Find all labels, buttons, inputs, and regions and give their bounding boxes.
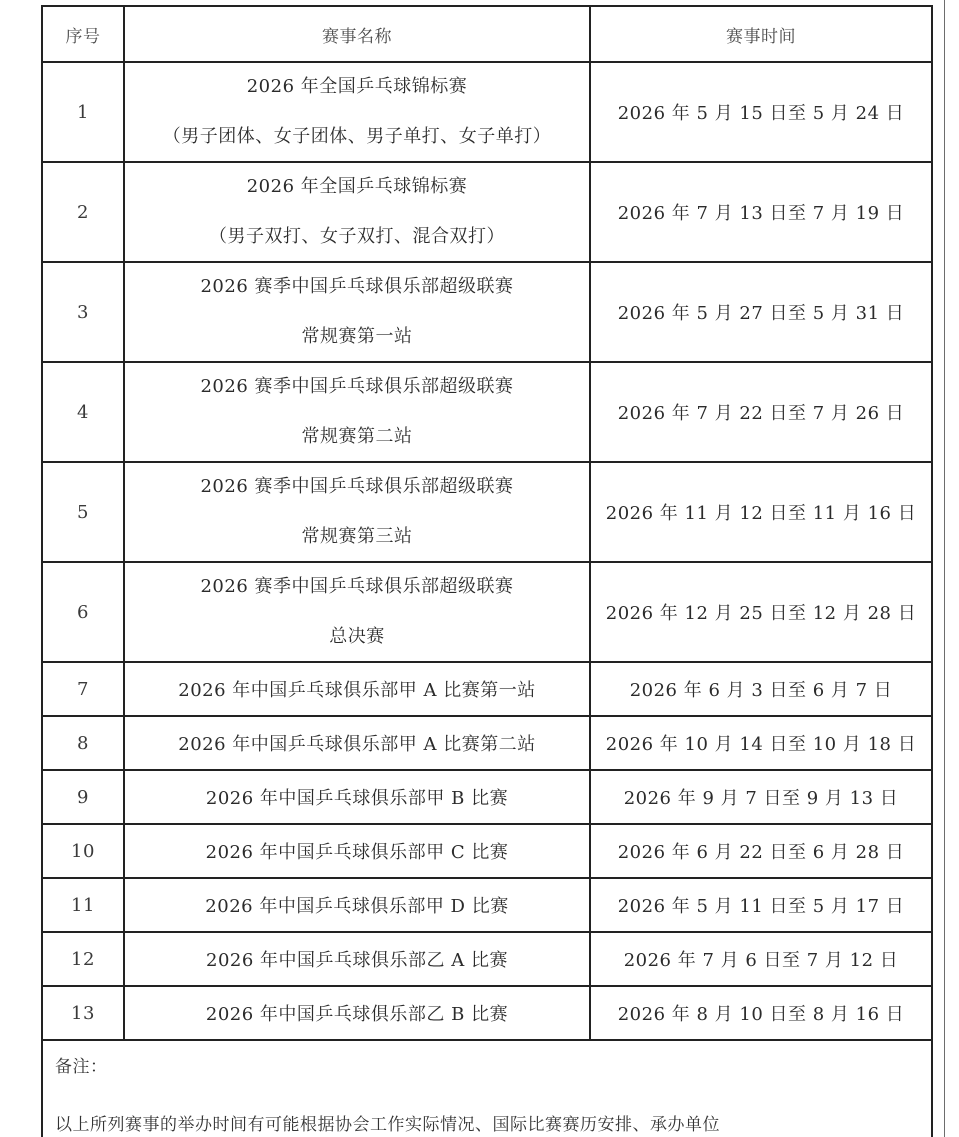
row-seq: 4 <box>42 362 124 462</box>
row-seq: 1 <box>42 62 124 162</box>
row-event-time: 2026 年 7 月 13 日至 7 月 19 日 <box>590 162 932 262</box>
row-event-time: 2026 年 9 月 7 日至 9 月 13 日 <box>590 770 932 824</box>
row-seq: 5 <box>42 462 124 562</box>
table-row <box>42 562 932 662</box>
table-row <box>42 662 932 716</box>
event-name-line: 2026 赛季中国乒乓球俱乐部超级联赛 <box>200 576 514 597</box>
row-event-time: 2026 年 6 月 22 日至 6 月 28 日 <box>590 824 932 878</box>
row-seq: 2 <box>42 162 124 262</box>
event-name-line: 常规赛第二站 <box>301 426 413 447</box>
event-name-line: 总决赛 <box>329 626 385 647</box>
row-event-name <box>124 62 590 162</box>
row-seq: 3 <box>42 262 124 362</box>
remark-label: 备注： <box>55 1057 108 1077</box>
event-name-line: 常规赛第三站 <box>301 526 413 547</box>
row-seq: 8 <box>42 716 124 770</box>
remark-row <box>42 1040 932 1137</box>
row-event-time: 2026 年 10 月 14 日至 10 月 18 日 <box>590 716 932 770</box>
row-event-time: 2026 年 11 月 12 日至 11 月 16 日 <box>590 462 932 562</box>
event-name-line: （男子团体、女子团体、男子单打、女子单打） <box>162 126 552 147</box>
table-row <box>42 716 932 770</box>
remark-cell <box>42 1040 932 1137</box>
table-row <box>42 770 932 824</box>
row-event-name: 2026 年中国乒乓球俱乐部甲 B 比赛 <box>124 770 590 824</box>
row-seq: 10 <box>42 824 124 878</box>
event-name-line: 常规赛第一站 <box>301 326 413 347</box>
header-event-name: 赛事名称 <box>124 6 590 62</box>
table-row <box>42 62 932 162</box>
row-seq: 12 <box>42 932 124 986</box>
row-event-time: 2026 年 8 月 10 日至 8 月 16 日 <box>590 986 932 1040</box>
row-seq: 9 <box>42 770 124 824</box>
row-event-name: 2026 年中国乒乓球俱乐部甲 A 比赛第二站 <box>124 716 590 770</box>
row-seq: 13 <box>42 986 124 1040</box>
row-event-name <box>124 362 590 462</box>
row-event-time: 2026 年 5 月 27 日至 5 月 31 日 <box>590 262 932 362</box>
row-event-time: 2026 年 7 月 6 日至 7 月 12 日 <box>590 932 932 986</box>
event-name-line: 2026 年全国乒乓球锦标赛 <box>246 76 468 97</box>
row-event-time: 2026 年 5 月 15 日至 5 月 24 日 <box>590 62 932 162</box>
row-event-name: 2026 年中国乒乓球俱乐部乙 A 比赛 <box>124 932 590 986</box>
row-event-time: 2026 年 7 月 22 日至 7 月 26 日 <box>590 362 932 462</box>
header-event-time: 赛事时间 <box>590 6 932 62</box>
row-event-time: 2026 年 6 月 3 日至 6 月 7 日 <box>590 662 932 716</box>
remark-text: 以上所列赛事的举办时间有可能根据协会工作实际情况、国际比赛赛历安排、承办单位 <box>55 1115 720 1135</box>
row-seq: 6 <box>42 562 124 662</box>
event-name-line: 2026 赛季中国乒乓球俱乐部超级联赛 <box>200 476 514 497</box>
table-row <box>42 878 932 932</box>
event-schedule-table <box>41 5 933 1137</box>
event-name-line: 2026 年全国乒乓球锦标赛 <box>246 176 468 197</box>
row-event-name <box>124 562 590 662</box>
table-row <box>42 162 932 262</box>
table-row <box>42 824 932 878</box>
page-edge-line <box>944 0 945 1137</box>
row-event-name: 2026 年中国乒乓球俱乐部甲 C 比赛 <box>124 824 590 878</box>
table-row <box>42 932 932 986</box>
header-seq: 序号 <box>42 6 124 62</box>
row-seq: 11 <box>42 878 124 932</box>
event-name-line: 2026 赛季中国乒乓球俱乐部超级联赛 <box>200 276 514 297</box>
event-name-line: （男子双打、女子双打、混合双打） <box>209 226 505 247</box>
row-event-name <box>124 162 590 262</box>
table-row <box>42 462 932 562</box>
row-event-name <box>124 262 590 362</box>
row-event-name: 2026 年中国乒乓球俱乐部甲 A 比赛第一站 <box>124 662 590 716</box>
table-row <box>42 362 932 462</box>
row-event-name <box>124 462 590 562</box>
row-event-time: 2026 年 5 月 11 日至 5 月 17 日 <box>590 878 932 932</box>
row-event-time: 2026 年 12 月 25 日至 12 月 28 日 <box>590 562 932 662</box>
table-header-row <box>42 6 932 62</box>
row-seq: 7 <box>42 662 124 716</box>
table-row <box>42 986 932 1040</box>
event-name-line: 2026 赛季中国乒乓球俱乐部超级联赛 <box>200 376 514 397</box>
row-event-name: 2026 年中国乒乓球俱乐部乙 B 比赛 <box>124 986 590 1040</box>
row-event-name: 2026 年中国乒乓球俱乐部甲 D 比赛 <box>124 878 590 932</box>
table-row <box>42 262 932 362</box>
